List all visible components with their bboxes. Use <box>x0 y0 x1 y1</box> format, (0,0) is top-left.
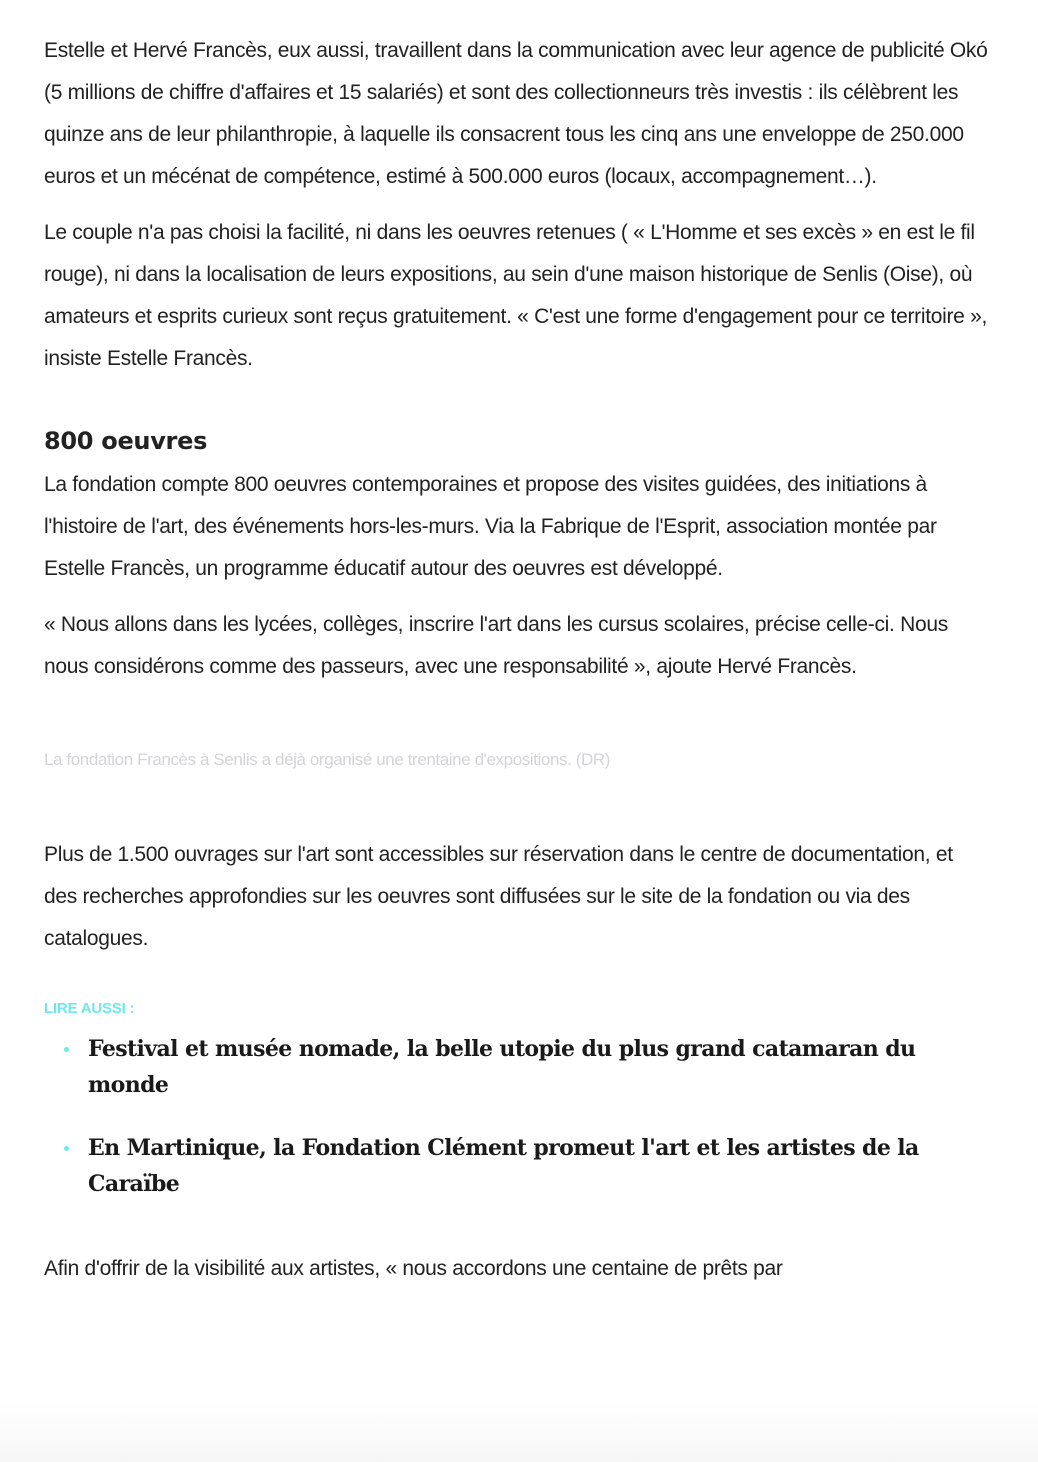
paragraph: Estelle et Hervé Francès, eux aussi, travaillent dans la communication avec leur agence de publicité Okó (5 millions de chiffre d'affaires et 15 salariés) et sont des collectionneurs très investis : ils célèbrent les quinze ans de leur philanthropie, à laquelle ils consacrent tous les cinq ans une enveloppe de 250.000 euros et un mécénat de compétence, estimé à 500.000 euros (locaux, accompagnement…). <box>44 39 988 188</box>
paragraph: La fondation compte 800 oeuvres contemporaines et propose des visites guidées, des initiations à l'histoire de l'art, des événements hors-les-murs. Via la Fabrique de l'Esprit, association montée par Estelle Francès, un programme éducatif autour des oeuvres est développé. <box>44 473 937 580</box>
image-caption: La fondation Francès à Senlis a déjà organisé une trentaine d'expositions. (DR) <box>44 750 611 769</box>
read-also-link[interactable]: En Martinique, la Fondation Clément promeut l'art et les artistes de la Caraïbe <box>64 1130 990 1202</box>
paragraph: Le couple n'a pas choisi la facilité, ni dans les oeuvres retenues ( « L'Homme et ses excès » en est le fil rouge), ni dans la localisation de leurs expositions, au sein d'une maison historique de Senlis (Oise), où amateurs et esprits curieux sont reçus gratuitement. « C'est une forme d'engagement pour ce territoire », insiste Estelle Francès. <box>44 221 988 370</box>
read-also-list <box>44 1031 990 1202</box>
paragraph: Afin d'offrir de la visibilité aux artistes, « nous accordons une centaine de prêts par <box>44 1257 783 1280</box>
bullet-icon <box>64 1146 69 1151</box>
bottom-fade <box>0 1402 1038 1462</box>
article-body <box>44 30 990 1304</box>
bullet-icon <box>64 1047 69 1052</box>
paragraph: « Nous allons dans les lycées, collèges, inscrire l'art dans les cursus scolaires, précise celle-ci. Nous nous considérons comme des passeurs, avec une responsabilité », ajoute Hervé Francès. <box>44 613 948 678</box>
paragraph: Plus de 1.500 ouvrages sur l'art sont accessibles sur réservation dans le centre de documentation, et des recherches approfondies sur les oeuvres sont diffusées sur le site de la fondation ou via des catalogues. <box>44 843 953 950</box>
read-also-link[interactable]: Festival et musée nomade, la belle utopie du plus grand catamaran du monde <box>64 1031 990 1103</box>
read-also-label: LIRE AUSSI : <box>44 1000 135 1017</box>
section-heading: 800 oeuvres <box>44 427 208 455</box>
